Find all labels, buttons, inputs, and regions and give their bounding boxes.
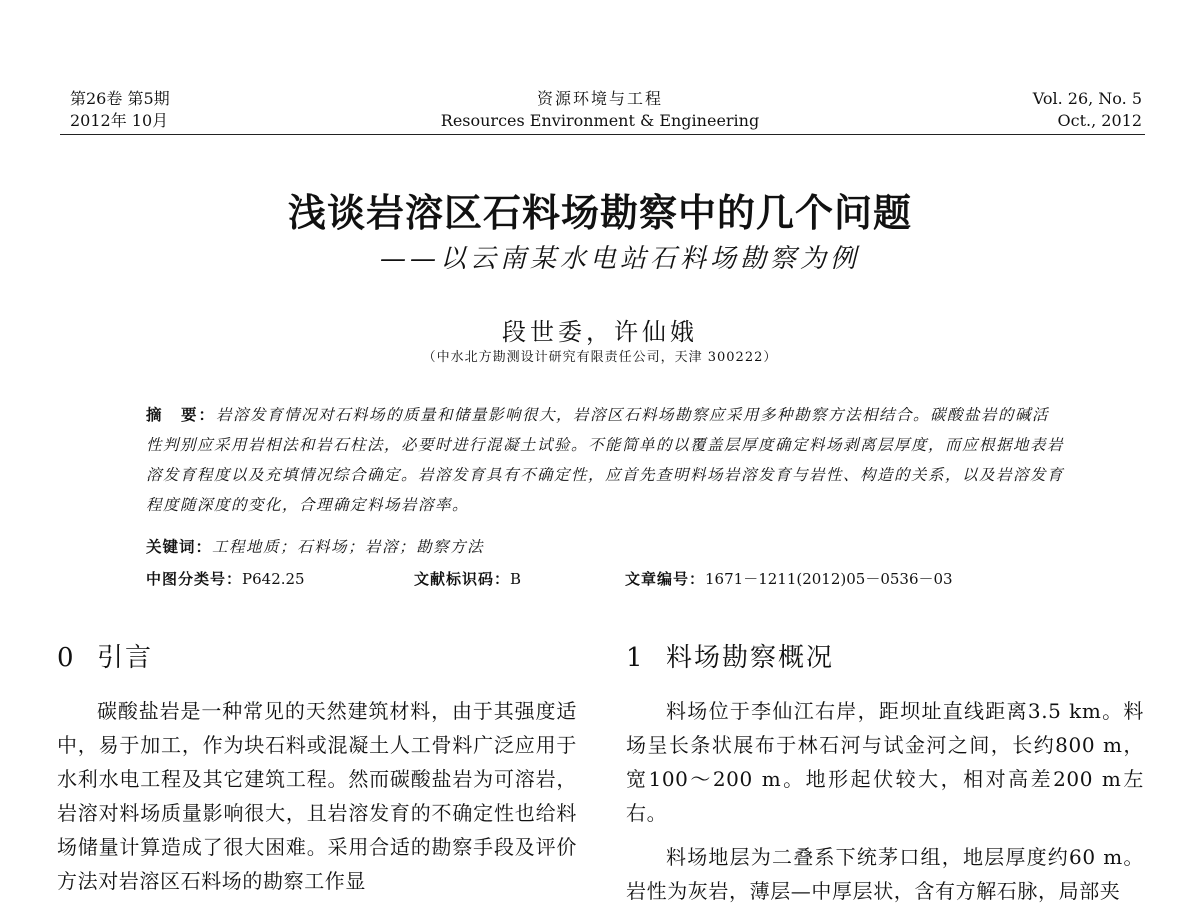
article-number-label: 文章编号： bbox=[625, 570, 706, 588]
intro-paragraph: 碳酸盐岩是一种常见的天然建筑材料，由于其强度适中，易于加工，作为块石料或混凝土人工骨料广泛应用于水利水电工程及其它建筑工程。然而碳酸盐岩为可溶岩，岩溶对料场质量影响很大，且岩溶发育的不确定性也给料场储量计算造成了很大困难。采用合适的勘察手段及评价方法对岩溶区石料场的勘察工作显 bbox=[57, 699, 577, 893]
journal-name bbox=[0, 88, 1200, 132]
clc-value: P642.25 bbox=[242, 570, 305, 588]
keywords-label: 关键词： bbox=[146, 538, 213, 556]
keywords-text: 工程地质；石料场；岩溶；勘察方法 bbox=[212, 538, 485, 556]
volume-issue-en: Vol. 26, No. 5 bbox=[1032, 89, 1142, 108]
section-1-heading bbox=[626, 641, 834, 675]
abstract bbox=[146, 400, 1066, 520]
journal-name-en: Resources Environment & Engineering bbox=[440, 111, 760, 130]
journal-volume-en bbox=[1033, 88, 1142, 132]
doc-code-label: 文献标识码： bbox=[414, 570, 511, 588]
clc-label: 中图分类号： bbox=[146, 570, 243, 588]
header-rule bbox=[60, 134, 1145, 135]
author-affiliation: （中水北方勘测设计研究有限责任公司，天津 300222） bbox=[422, 350, 778, 365]
article-title: 浅谈岩溶区石料场勘察中的几个问题 bbox=[287, 191, 912, 235]
section-0-heading bbox=[57, 641, 153, 675]
keywords bbox=[146, 533, 484, 561]
article-subtitle: ——以云南某水电站石料场勘察为例 bbox=[379, 244, 860, 274]
publication-date-en: Oct., 2012 bbox=[1057, 111, 1142, 130]
left-column bbox=[57, 694, 577, 898]
article-authors: 段世委，许仙娥 bbox=[502, 318, 698, 346]
article-number-value: 1671－1211(2012)05－0536－03 bbox=[705, 570, 953, 588]
right-column bbox=[626, 694, 1144, 908]
document-code bbox=[414, 566, 521, 592]
abstract-text: 岩溶发育情况对石料场的质量和储量影响很大，岩溶区石料场勘察应采用多种勘察方法相结合。碳酸盐岩的碱活性判别应采用岩相法和岩石柱法，必要时进行混凝土试验。不能简单的以覆盖层厚度确定料场剥离层厚度，而应根据地表岩溶发育程度以及充填情况综合确定。岩溶发育具有不确定性，应首先查明料场岩溶发育与岩性、构造的关系，以及岩溶发育程度随深度的变化，合理确定料场岩溶率。 bbox=[146, 406, 1065, 514]
article-number bbox=[625, 566, 953, 592]
section-1-title: 料场勘察概况 bbox=[666, 643, 835, 673]
volume-issue: 第26卷 第5期 bbox=[70, 89, 170, 108]
section-0-number: 0 bbox=[57, 643, 76, 673]
publication-date: 2012年 10月 bbox=[70, 111, 169, 130]
clc-number bbox=[146, 566, 305, 592]
overview-paragraph-2: 料场地层为二叠系下统茅口组，地层厚度约60 m。岩性为灰岩，薄层—中厚层状，含有方解石脉，局部夹 bbox=[626, 845, 1144, 903]
doc-code-value: B bbox=[510, 570, 522, 588]
section-0-title: 引言 bbox=[97, 643, 154, 673]
section-1-number: 1 bbox=[626, 643, 645, 673]
abstract-label: 摘 要： bbox=[146, 406, 217, 424]
overview-paragraph-1: 料场位于李仙江右岸，距坝址直线距离3.5 km。料场呈长条状展布于林石河与试金河之间，长约800 m，宽100～200 m。地形起伏较大，相对高差200 m左右。 bbox=[626, 699, 1144, 825]
journal-name-cn: 资源环境与工程 bbox=[536, 89, 663, 108]
